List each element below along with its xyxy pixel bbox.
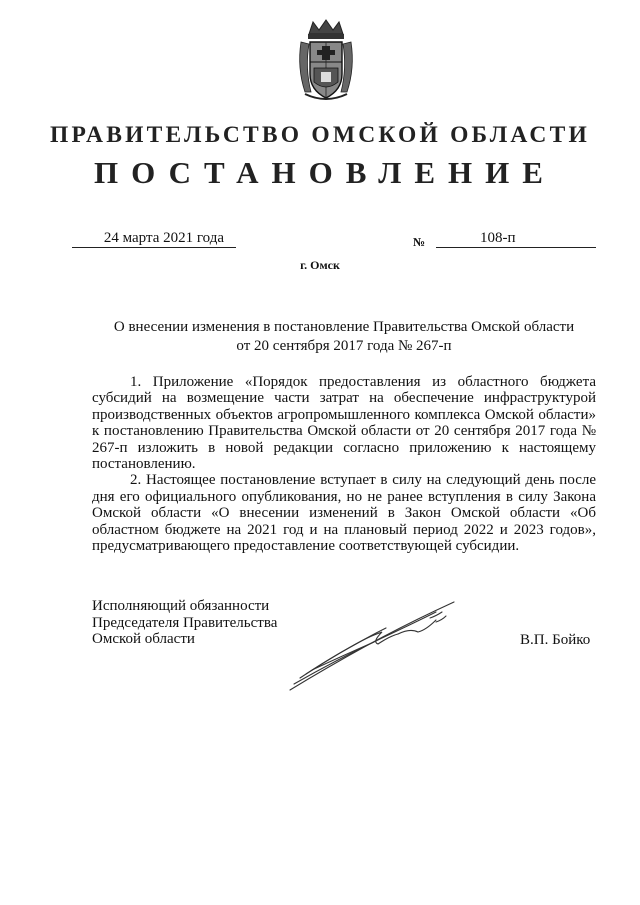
document-title-line1: О внесении изменения в постановление Правительства Омской области: [113, 319, 575, 335]
handwritten-signature-icon: [286, 598, 461, 698]
document-title-line2: от 20 сентября 2017 года № 267-п: [236, 338, 452, 354]
signatory-position-line1: Исполняющий обязанности: [92, 598, 270, 614]
body-paragraph-2: 2. Настоящее постановление вступает в силу на следующий день после дня его официального опубликования, но не ранее вступления в силу Закона Омской области «О внесении изменений в Закон Омской области «Об областном бюджете на 2021 год и на плановый период 2022 и 2023 годов», предусматривающего предоставление соответствующей субсидии.: [92, 472, 596, 555]
signatory-position-line3: Омской области: [92, 631, 195, 648]
body-paragraph-1: 1. Приложение «Порядок предоставления из областного бюджета субсидий на возмещение части затрат на обеспечение инфраструктурой производственных объектов агропромышленного комплекса Омской области» к постановлению Правительства Омской области от 20 сентября 2017 года № 267-п изложить в новой редакции согласно приложению к настоящему постановлению.: [92, 374, 596, 473]
document-title: [92, 318, 596, 356]
document-type: ПОСТАНОВЛЕНИЕ: [94, 155, 556, 190]
number-sign: №: [413, 235, 426, 249]
document-body: [92, 374, 596, 554]
document-number: 108-п: [436, 230, 596, 248]
organization-name: ПРАВИТЕЛЬСТВО ОМСКОЙ ОБЛАСТИ: [50, 122, 590, 148]
signatory-position-line2: Председателя Правительства: [92, 614, 278, 631]
signatory-name: В.П. Бойко: [520, 632, 591, 648]
city: г. Омск: [300, 258, 340, 272]
coat-of-arms-icon: [295, 18, 357, 102]
document-date: 24 марта 2021 года: [72, 230, 236, 248]
signatory-position: [92, 598, 277, 648]
